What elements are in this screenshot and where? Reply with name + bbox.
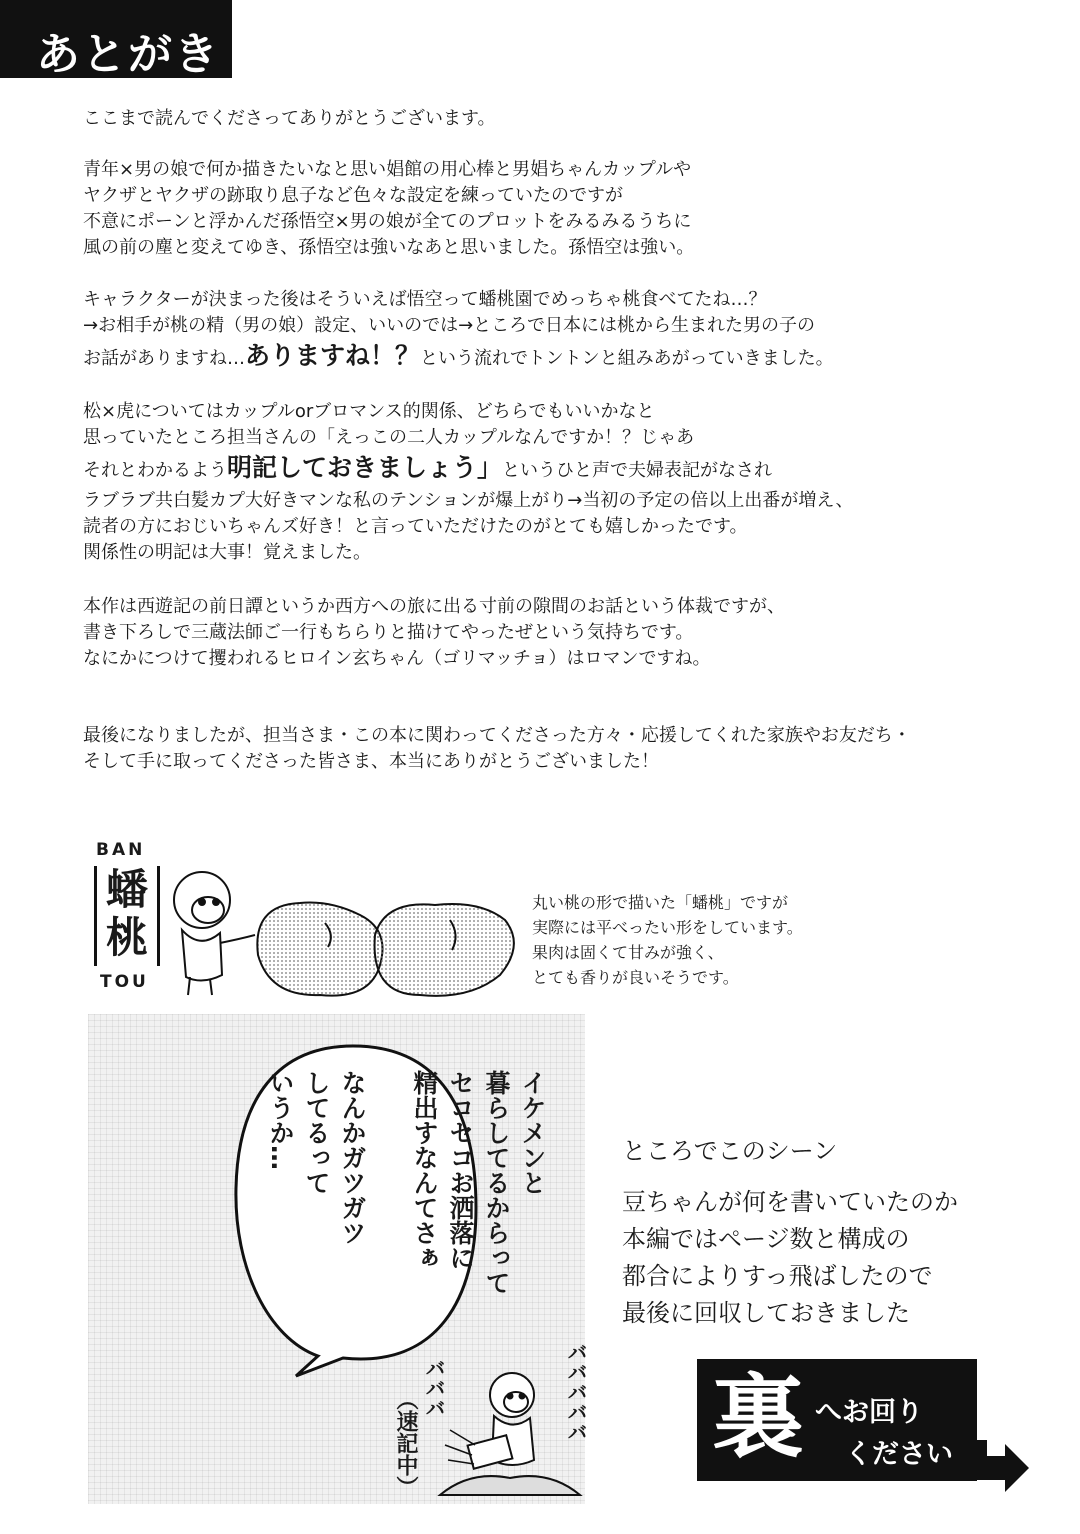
text-line: 不意にポーンと浮かんだ孫悟空×男の娘が全てのプロットをみるみるうちに [83, 211, 692, 232]
text-line: 風の前の塵と変えてゆき、孫悟空は強いなあと思いました。孫悟空は強い。 [83, 237, 695, 258]
arrow-icon [975, 1440, 1030, 1492]
monkey-figure [468, 1373, 534, 1469]
monkey-and-peaches-drawing [160, 855, 530, 1000]
peach-right [375, 904, 514, 996]
note-line: 実際には平べったい形をしています。 [532, 918, 803, 937]
text-span: という流れでトントンと組みあがっていきました。 [420, 348, 834, 369]
side-text [622, 1133, 958, 1332]
side-line: 豆ちゃんが何を書いていたのか [622, 1188, 958, 1216]
bubble-line: 暮らしてるからって [482, 1070, 511, 1295]
text-line: 松×虎についてはカップルorブロマンス的関係、どちらでもいいかなと [83, 401, 655, 422]
text-line: 読者の方におじいちゃんズ好き！と言っていただけたのがとても嬉しかったです。 [83, 516, 748, 537]
ura-kanji: 裏 [712, 1363, 805, 1471]
paragraph-journey [83, 594, 785, 672]
paragraph-greeting [83, 106, 496, 132]
text-line: そして手に取ってくださった皆さま、本当にありがとうございました！ [83, 751, 659, 772]
note-line: とても香りが良いそうです。 [532, 968, 739, 987]
text-span: というひと声で夫婦表記がなされ [502, 460, 773, 481]
text-line: 思っていたところ担当さんの「えっこの二人カップルなんですか！？じゃあ [83, 427, 695, 448]
text-line: 青年×男の娘で何か描きたいなと思い娼館の用心棒と男娼ちゃんカップルや [83, 159, 692, 180]
peach-left [257, 903, 382, 996]
page-title: あとがき [36, 29, 220, 80]
ura-text-1: へお回り [815, 1397, 923, 1428]
sfx-text: バババババ [564, 1342, 588, 1442]
peach-note [532, 890, 803, 990]
text-line: ヤクザとヤクザの跡取り息子など色々な設定を練っていたのですが [83, 185, 623, 206]
paragraph-peach-setting [83, 287, 834, 376]
note-line: 果肉は固くて甘みが強く、 [532, 943, 724, 962]
paragraph-thanks [83, 723, 911, 775]
bubble-line: してるって [302, 1070, 331, 1195]
text-line: 本作は西遊記の前日譚というか西方への旅に出る寸前の隙間のお話という体裁ですが、 [83, 596, 785, 617]
text-line: ここまで読んでくださってありがとうございます。 [83, 108, 496, 129]
bubble-text [262, 1070, 550, 1295]
text-line: なにかにつけて攫われるヒロイン玄ちゃん（ゴリマッチョ）はロマンですね。 [83, 648, 711, 669]
side-line: ところでこのシーン [622, 1137, 838, 1165]
side-line: 本編ではページ数と構成の [622, 1225, 910, 1253]
tou-label: TOU [100, 972, 149, 992]
scene-label: （速記中） [393, 1388, 418, 1498]
ura-text-2: ください [845, 1439, 953, 1470]
text-line-emphasis [83, 339, 834, 376]
text-span: お話がありますね… [83, 348, 245, 369]
bubble-line: いうか… [266, 1070, 295, 1170]
text-line: キャラクターが決まった後はそういえば悟空って蟠桃園でめっちゃ桃食べてたね…？ [83, 289, 767, 310]
rock [440, 1476, 580, 1495]
ban-label: BAN [96, 840, 146, 860]
bubble-line: セコセコお洒落に [446, 1070, 475, 1270]
kanji-tou: 桃 [105, 913, 148, 962]
paragraph-matsu-tora [83, 399, 853, 566]
bubble-line: イケメンと [518, 1070, 547, 1195]
bubble-line: 精出すなんてさぁ [410, 1070, 439, 1270]
side-line: 最後に回収しておきました [622, 1299, 910, 1327]
sfx-text: バババ [422, 1358, 446, 1418]
text-line: →お相手が桃の精（男の娘）設定、いいのでは→ところで日本には桃から生まれた男の子の [83, 315, 815, 336]
text-line: 関係性の明記は大事！覚えました。 [83, 542, 371, 563]
text-line-emphasis [83, 451, 853, 488]
side-line: 都合によりすっ飛ばしたので [622, 1262, 933, 1290]
monkey-figure [174, 872, 255, 995]
emphasis-text: 明記しておきましょう」 [227, 453, 503, 482]
emphasis-text: ありますね！？ [245, 341, 421, 370]
text-line: 書き下ろしで三蔵法師ご一行もちらりと描けてやったぜという気持ちです。 [83, 622, 694, 643]
text-span: それとわかるよう [83, 460, 227, 481]
kanji-ban: 蟠 [105, 865, 148, 914]
note-line: 丸い桃の形で描いた「蟠桃」ですが [532, 893, 789, 912]
text-line: 最後になりましたが、担当さま・この本に関わってくださった方々・応援してくれた家族やお友だち・ [83, 725, 911, 746]
paragraph-character-idea [83, 157, 694, 261]
kanji-frame [94, 866, 160, 966]
bubble-line: なんかガツガツ [338, 1070, 367, 1245]
text-line: ラブラブ共白髪カプ大好きマンな私のテンションが爆上がり→当初の予定の倍以上出番が増え、 [83, 490, 854, 511]
